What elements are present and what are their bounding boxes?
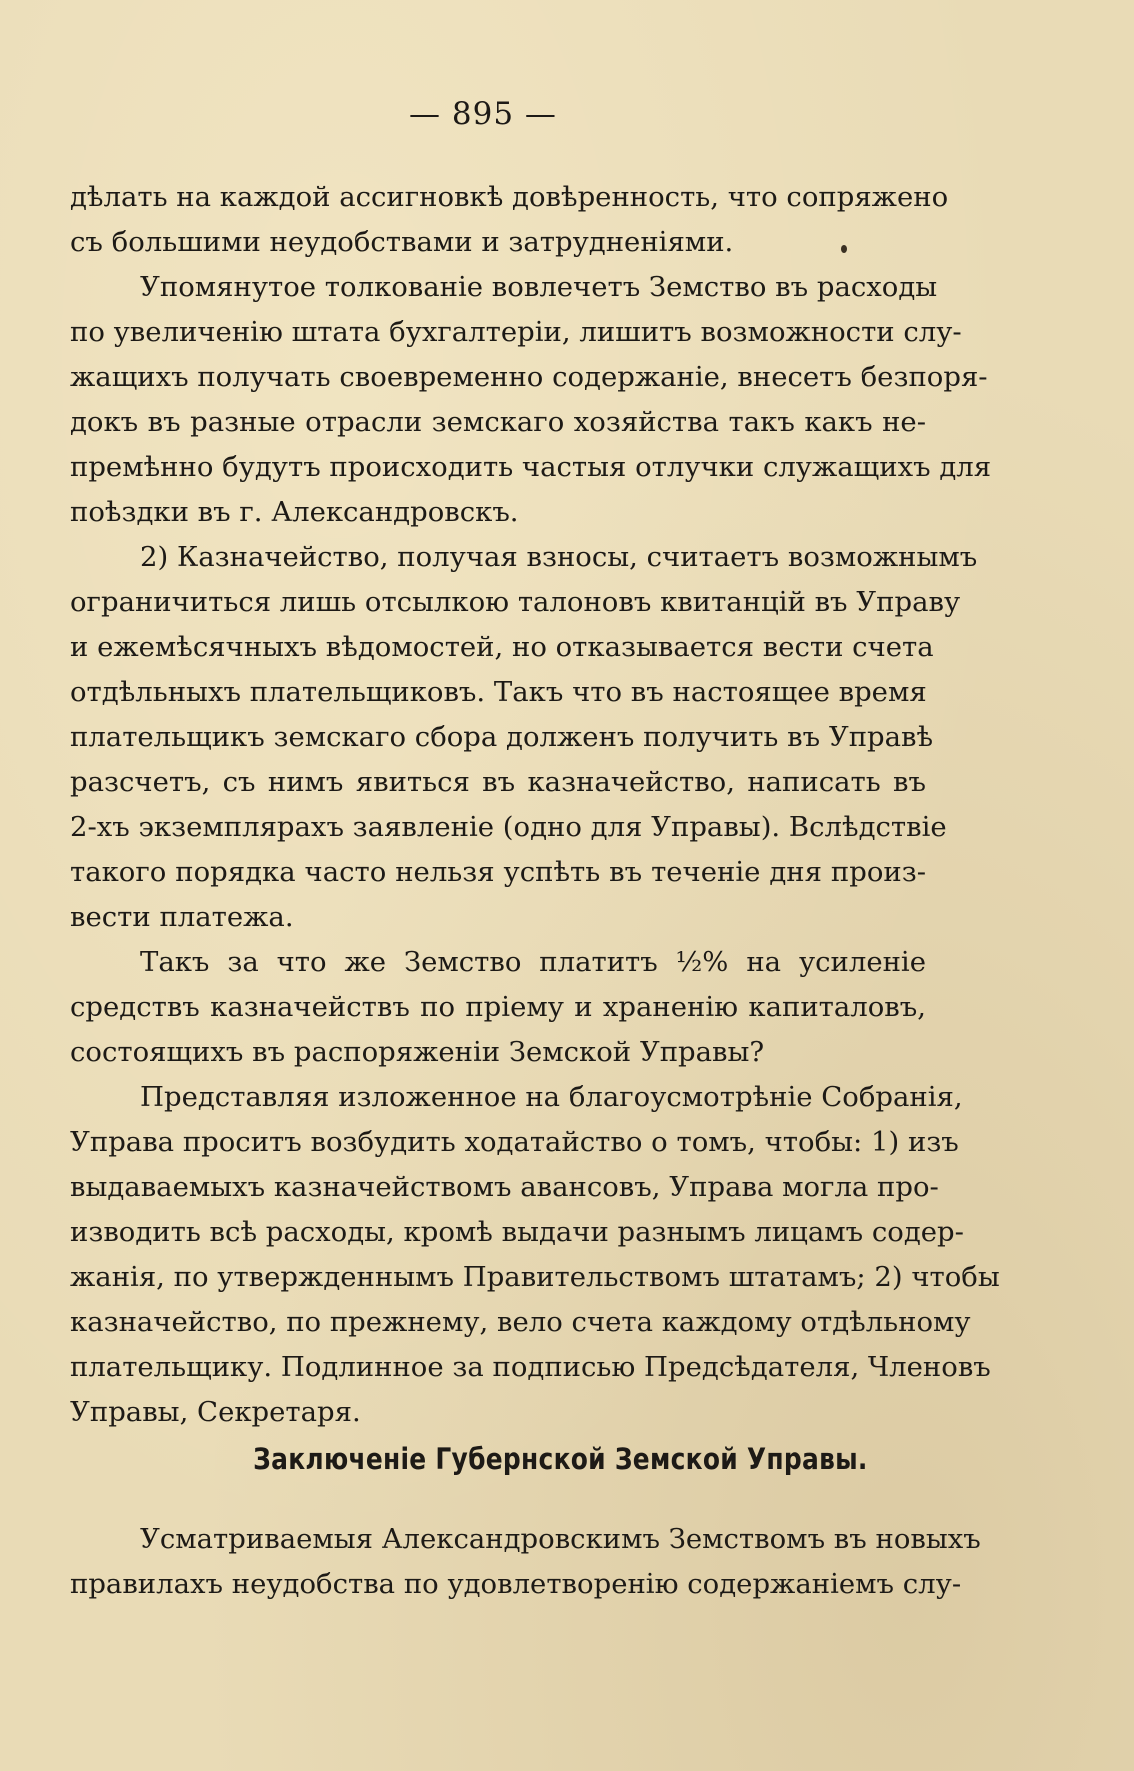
text-line: Упомянутое толкованіе вовлечетъ Земство въ расходы	[140, 271, 938, 303]
text-line: плательщикъ земскаго сбора долженъ получить въ Управѣ	[70, 721, 934, 753]
text-line: ограничиться лишь отсылкою талоновъ квитанцій въ Управу	[70, 586, 961, 618]
text-line: Управа проситъ возбудить ходатайство о томъ, чтобы: 1) изъ	[70, 1126, 959, 1158]
text-line: выдаваемыхъ казначействомъ авансовъ, Управа могла про-	[70, 1171, 939, 1203]
text-line: и ежемѣсячныхъ вѣдомостей, но отказывается вести счета	[70, 631, 934, 663]
body-text	[70, 175, 1000, 1435]
body-text-continued	[70, 1517, 981, 1607]
text-line: съ большими неудобствами и затрудненіями.	[70, 226, 734, 258]
text-line: жанія, по утвержденнымъ Правительствомъ штатамъ; 2) чтобы	[70, 1261, 1000, 1293]
text-line: плательщику. Подлинное за подписью Предсѣдателя, Членовъ	[70, 1351, 991, 1383]
text-line: правилахъ неудобства по удовлетворенію содержаніемъ слу-	[70, 1568, 962, 1600]
text-line: такого порядка часто нельзя успѣть въ теченіе дня произ-	[70, 856, 926, 888]
text-line: докъ въ разные отрасли земскаго хозяйства такъ какъ не-	[70, 406, 926, 438]
text-line: казначейство, по прежнему, вело счета каждому отдѣльному	[70, 1306, 971, 1338]
text-line: вести платежа.	[70, 901, 294, 933]
text-line: по увеличенію штата бухгалтеріи, лишитъ возможности слу-	[70, 316, 962, 348]
text-line: средствъ казначействъ по пріему и храненію капиталовъ,	[70, 991, 926, 1023]
text-line: состоящихъ въ распоряженіи Земской Управы?	[70, 1036, 765, 1068]
text-line: 2-хъ экземплярахъ заявленіе (одно для Управы). Вслѣдствіе	[70, 811, 947, 843]
page-number: — 895 —	[409, 96, 557, 132]
text-line: дѣлать на каждой ассигновкѣ довѣренность, что сопряжено	[70, 181, 949, 213]
text-line: 2) Казначейство, получая взносы, считаетъ возможнымъ	[140, 541, 978, 573]
text-line: поѣздки въ г. Александровскъ.	[70, 496, 519, 528]
ink-speck	[841, 245, 847, 253]
section-heading: Заключеніе Губернской Земской Управы.	[253, 1442, 868, 1476]
text-line: изводить всѣ расходы, кромѣ выдачи разнымъ лицамъ содер-	[70, 1216, 964, 1248]
text-line: отдѣльныхъ плательщиковъ. Такъ что въ настоящее время	[70, 676, 927, 708]
text-line: Представляя изложенное на благоусмотрѣніе Собранія,	[140, 1081, 963, 1113]
text-line: Управы, Секретаря.	[70, 1396, 361, 1428]
text-line: разсчетъ, съ нимъ явиться въ казначейство, написать въ	[70, 766, 926, 798]
text-line: премѣнно будутъ происходить частыя отлучки служащихъ для	[70, 451, 992, 483]
text-line: Такъ за что же Земство платитъ ½% на усиленіе	[140, 946, 926, 978]
text-line: Усматриваемыя Александровскимъ Земствомъ въ новыхъ	[140, 1523, 981, 1555]
text-line: жащихъ получать своевременно содержаніе, внесетъ безпоря-	[70, 361, 988, 393]
